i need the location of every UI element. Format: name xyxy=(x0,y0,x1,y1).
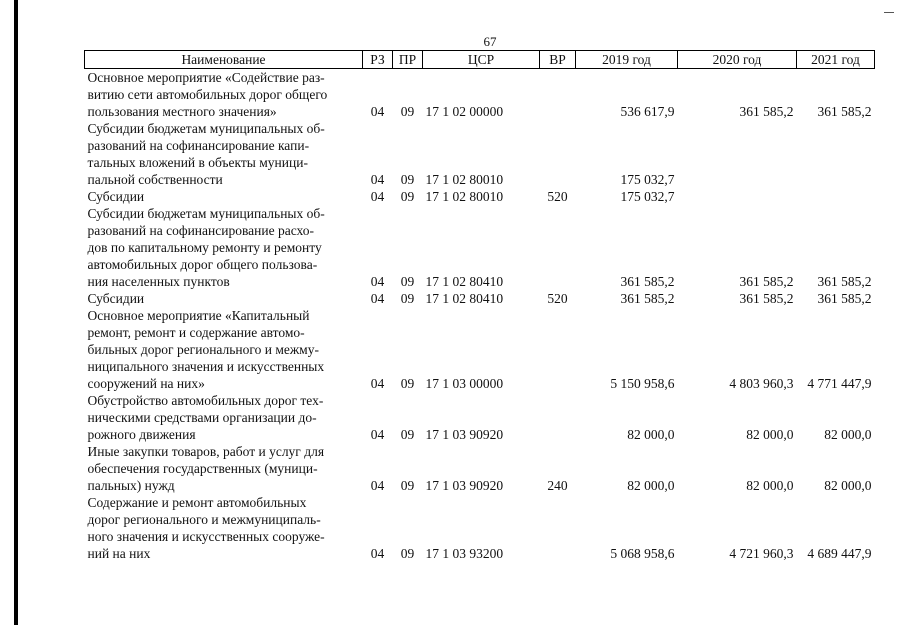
header-2020: 2020 год xyxy=(678,51,797,69)
row-2019: 175 032,7 xyxy=(620,189,675,204)
table-row xyxy=(85,205,875,290)
binding-edge xyxy=(14,0,18,625)
row-csr: 17 1 03 90920 xyxy=(425,427,504,442)
row-rz: 04 xyxy=(370,376,385,391)
row-rz: 04 xyxy=(370,478,385,493)
header-2021: 2021 год xyxy=(797,51,875,69)
row-pr: 09 xyxy=(400,427,415,442)
budget-table xyxy=(84,50,875,562)
scan-mark xyxy=(884,12,894,13)
row-vr: 240 xyxy=(547,478,568,493)
header-2019: 2019 год xyxy=(576,51,678,69)
row-name: Обустройство автомобильных дорог тех- ническими средствами организации до- рожного движения xyxy=(87,393,324,442)
header-pr: ПР xyxy=(393,51,423,69)
row-2021 xyxy=(797,120,875,188)
row-2020: 82 000,0 xyxy=(746,427,794,442)
row-2020: 361 585,2 xyxy=(739,274,794,289)
row-2019: 5 150 958,6 xyxy=(610,376,675,391)
row-2020 xyxy=(678,120,797,188)
row-name: Субсидии xyxy=(87,189,145,204)
row-csr: 17 1 02 00000 xyxy=(425,104,504,119)
row-pr: 09 xyxy=(400,546,415,561)
row-2019: 82 000,0 xyxy=(627,427,675,442)
row-name: Основное мероприятие «Капитальный ремонт, ремонт и содержание автомо- бильных дорог регионального и межму- ниципального значения и искусственных сооружений на них» xyxy=(87,308,325,391)
row-pr: 09 xyxy=(400,172,415,187)
row-rz: 04 xyxy=(370,172,385,187)
row-2021: 4 771 447,9 xyxy=(807,376,872,391)
header-vr: ВР xyxy=(540,51,576,69)
row-rz: 04 xyxy=(370,291,385,306)
row-2021: 82 000,0 xyxy=(824,478,872,493)
header-name: Наименование xyxy=(85,51,363,69)
row-vr xyxy=(540,307,576,392)
row-2020 xyxy=(678,188,797,205)
row-csr: 17 1 02 80410 xyxy=(425,291,504,306)
row-2019: 361 585,2 xyxy=(620,274,675,289)
row-pr: 09 xyxy=(400,478,415,493)
table-row xyxy=(85,307,875,392)
row-vr xyxy=(540,494,576,562)
row-csr: 17 1 02 80010 xyxy=(425,172,504,187)
table-row xyxy=(85,120,875,188)
row-2019: 5 068 958,6 xyxy=(610,546,675,561)
row-2021: 82 000,0 xyxy=(824,427,872,442)
row-2019: 536 617,9 xyxy=(620,104,675,119)
row-name: Основное мероприятие «Содействие раз- витию сети автомобильных дорог общего пользования местного значения» xyxy=(87,70,328,119)
row-2021: 361 585,2 xyxy=(817,291,872,306)
header-row xyxy=(85,51,875,69)
table-row xyxy=(85,188,875,205)
row-name: Содержание и ремонт автомобильных дорог регионального и межмуниципаль- ного значения и искусственных сооруже- ний на них xyxy=(87,495,325,561)
row-rz: 04 xyxy=(370,427,385,442)
row-pr: 09 xyxy=(400,104,415,119)
row-rz: 04 xyxy=(370,189,385,204)
row-2019: 82 000,0 xyxy=(627,478,675,493)
row-csr: 17 1 02 80010 xyxy=(425,189,504,204)
row-rz: 04 xyxy=(370,104,385,119)
table-row xyxy=(85,69,875,121)
row-rz: 04 xyxy=(370,546,385,561)
row-pr: 09 xyxy=(400,189,415,204)
row-pr: 09 xyxy=(400,274,415,289)
row-2020: 4 721 960,3 xyxy=(729,546,794,561)
row-csr: 17 1 02 80410 xyxy=(425,274,504,289)
row-vr xyxy=(540,205,576,290)
table-row xyxy=(85,290,875,307)
row-2021: 361 585,2 xyxy=(817,104,872,119)
table-row xyxy=(85,494,875,562)
row-vr xyxy=(540,120,576,188)
row-vr xyxy=(540,392,576,443)
row-2019: 361 585,2 xyxy=(620,291,675,306)
row-csr: 17 1 03 90920 xyxy=(425,478,504,493)
row-2021 xyxy=(797,188,875,205)
row-csr: 17 1 03 00000 xyxy=(425,376,504,391)
page-number: 67 xyxy=(483,34,497,49)
header-csr: ЦСР xyxy=(423,51,540,69)
row-2020: 4 803 960,3 xyxy=(729,376,794,391)
row-vr: 520 xyxy=(547,189,568,204)
row-2020: 82 000,0 xyxy=(746,478,794,493)
row-name: Иные закупки товаров, работ и услуг для обеспечения государственных (муници- пальных) нужд xyxy=(87,444,325,493)
table-row xyxy=(85,443,875,494)
row-vr xyxy=(540,69,576,121)
row-2019: 175 032,7 xyxy=(620,172,675,187)
table-row xyxy=(85,392,875,443)
row-pr: 09 xyxy=(400,376,415,391)
row-2021: 361 585,2 xyxy=(817,274,872,289)
row-2020: 361 585,2 xyxy=(739,104,794,119)
row-name: Субсидии бюджетам муниципальных об- разований на софинансирование расхо- дов по капитальному ремонту и ремонту автомобильных дорог общего пользова- ния населенных пунктов xyxy=(87,206,325,289)
header-rz: РЗ xyxy=(363,51,393,69)
row-name: Субсидии xyxy=(87,291,145,306)
row-2021: 4 689 447,9 xyxy=(807,546,872,561)
row-csr: 17 1 03 93200 xyxy=(425,546,504,561)
row-vr: 520 xyxy=(547,291,568,306)
row-pr: 09 xyxy=(400,291,415,306)
row-name: Субсидии бюджетам муниципальных об- разований на софинансирование капи- тальных вложений в объекты муници- пальной собственности xyxy=(87,121,325,187)
row-rz: 04 xyxy=(370,274,385,289)
row-2020: 361 585,2 xyxy=(739,291,794,306)
